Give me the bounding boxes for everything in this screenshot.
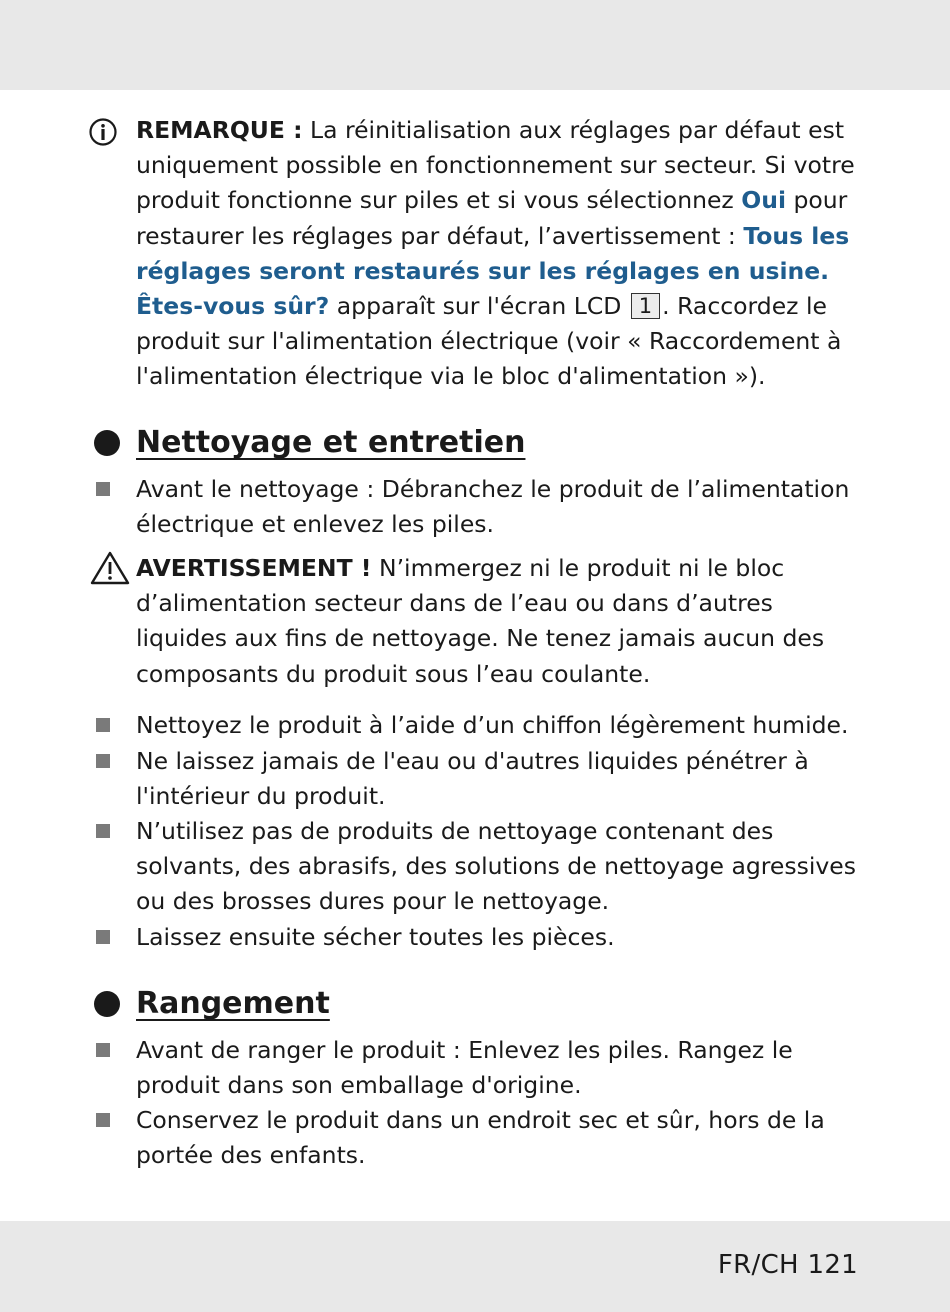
- list-item: Nettoyez le produit à l’aide d’un chiffon légèrement humide.: [136, 711, 849, 739]
- list-item: N’utilisez pas de produits de nettoyage contenant des solvants, des abrasifs, des solutions de nettoyage agressives ou des brosses dures pour le nettoyage.: [136, 817, 857, 916]
- lcd-reference-box: 1: [631, 293, 660, 319]
- note-text-3: apparaît sur l'écran LCD: [329, 292, 629, 321]
- section-bullet-dot: [94, 430, 120, 456]
- warning-paragraph: [136, 551, 866, 692]
- list-item: Avant le nettoyage : Débranchez le produit de l’alimentation électrique et enlevez les piles.: [136, 475, 850, 539]
- warning-label: AVERTISSEMENT !: [136, 554, 372, 582]
- list-item: Conservez le produit dans un endroit sec et sûr, hors de la portée des enfants.: [136, 1106, 825, 1170]
- note-oui: Oui: [741, 186, 787, 215]
- bullet-square: [96, 482, 110, 496]
- note-text-2: pour restaurer les réglages par défaut, l’avertissement :: [136, 186, 848, 250]
- bullet-square: [96, 718, 110, 732]
- warning-triangle-icon: [90, 551, 130, 585]
- warning-text: N’immergez ni le produit ni le bloc d’alimentation secteur dans de l’eau ou dans d’autres liquides aux fins de nettoyage. Ne tenez jamais aucun des composants du produit sous l’eau coulante.: [136, 554, 825, 688]
- bullet-square: [96, 824, 110, 838]
- note-text-1: La réinitialisation aux réglages par défaut est uniquement possible en fonctionnement sur secteur. Si votre produit fonctionne sur piles et si vous sélectionnez: [136, 116, 855, 215]
- top-band: [0, 0, 950, 90]
- note-warning-message: Tous les réglages seront restaurés sur les réglages en usine. Êtes-vous sûr?: [136, 221, 850, 321]
- section-bullet-dot: [94, 991, 120, 1017]
- list-item: Avant de ranger le produit : Enlevez les piles. Rangez le produit dans son emballage d'origine.: [136, 1036, 793, 1100]
- bullet-square: [96, 1113, 110, 1127]
- bullet-square: [96, 754, 110, 768]
- note-label: REMARQUE :: [136, 116, 303, 144]
- section-title-cleaning: Nettoyage et entretien: [136, 425, 526, 460]
- note-text-4: . Raccordez le produit sur l'alimentation électrique (voir « Raccordement à l'alimentation électrique via le bloc d'alimentation »).: [136, 292, 842, 391]
- bullet-square: [96, 1043, 110, 1057]
- bullet-square: [96, 930, 110, 944]
- note-paragraph: [136, 113, 866, 395]
- info-icon: [88, 117, 118, 147]
- list-item: Laissez ensuite sécher toutes les pièces.: [136, 923, 615, 951]
- list-item: Ne laissez jamais de l'eau ou d'autres liquides pénétrer à l'intérieur du produit.: [136, 747, 809, 811]
- page-number: FR/CH 121: [717, 1250, 858, 1280]
- section-title-storage: Rangement: [136, 986, 330, 1021]
